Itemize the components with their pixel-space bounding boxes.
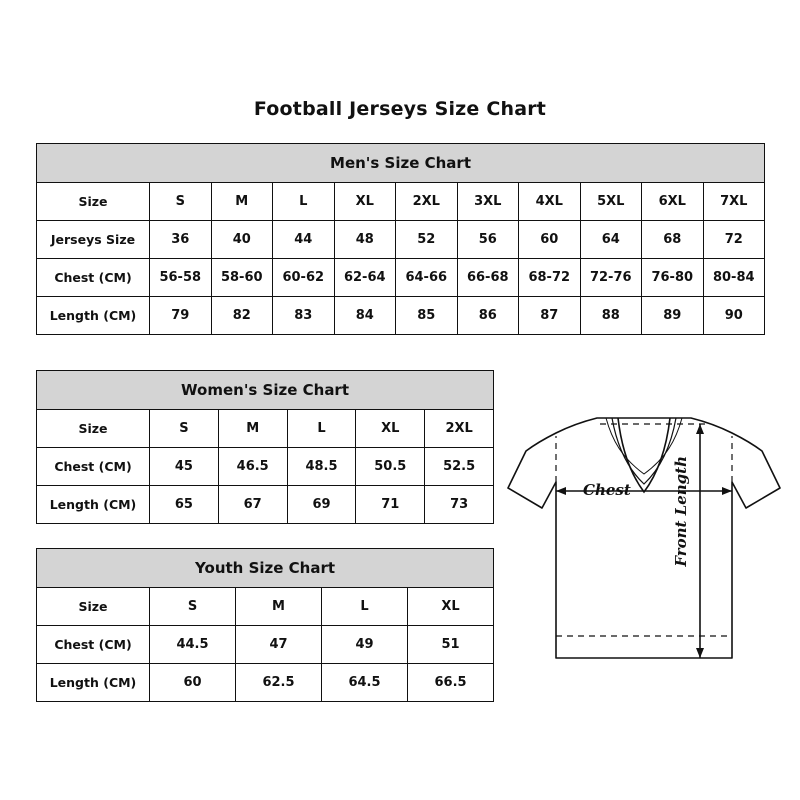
table-cell: 60: [150, 664, 236, 702]
table-header-row: [37, 410, 494, 448]
table-cell: 62-64: [334, 259, 396, 297]
womens-size-chart-table: [36, 370, 494, 524]
tshirt-measurement-diagram: [500, 396, 790, 696]
size-header-cell: M: [236, 588, 322, 626]
table-cell: 79: [150, 297, 212, 335]
table-cell: 73: [425, 486, 494, 524]
size-header-cell: 4XL: [519, 183, 581, 221]
table-cell: 52: [396, 221, 458, 259]
mens-size-chart-table: [36, 143, 765, 335]
table-cell: 84: [334, 297, 396, 335]
column-header-size: Size: [37, 410, 150, 448]
column-header-size: Size: [37, 588, 150, 626]
size-header-cell: 2XL: [425, 410, 494, 448]
table-cell: 44: [273, 221, 335, 259]
table-cell: 64.5: [322, 664, 408, 702]
table-row: [37, 448, 494, 486]
table-cell: 68-72: [519, 259, 581, 297]
table-cell: 40: [211, 221, 273, 259]
row-label: Length (CM): [37, 664, 150, 702]
table-cell: 72-76: [580, 259, 642, 297]
table-cell: 69: [287, 486, 356, 524]
table-cell: 60-62: [273, 259, 335, 297]
table-cell: 48: [334, 221, 396, 259]
size-header-cell: M: [218, 410, 287, 448]
page-title: Football Jerseys Size Chart: [253, 98, 547, 120]
table-cell: 49: [322, 626, 408, 664]
front-length-measurement-label: Front Length: [672, 456, 690, 567]
size-header-cell: S: [150, 183, 212, 221]
mens-table-heading: Men's Size Chart: [37, 144, 765, 183]
table-cell: 36: [150, 221, 212, 259]
table-cell: 56: [457, 221, 519, 259]
size-header-cell: M: [211, 183, 273, 221]
table-cell: 47: [236, 626, 322, 664]
table-cell: 64: [580, 221, 642, 259]
row-label: Chest (CM): [37, 259, 150, 297]
table-cell: 87: [519, 297, 581, 335]
table-cell: 71: [356, 486, 425, 524]
size-header-cell: XL: [356, 410, 425, 448]
table-cell: 52.5: [425, 448, 494, 486]
size-header-cell: 6XL: [642, 183, 704, 221]
size-header-cell: S: [150, 410, 219, 448]
table-cell: 90: [703, 297, 765, 335]
table-header-row: [37, 588, 494, 626]
table-cell: 89: [642, 297, 704, 335]
table-cell: 64-66: [396, 259, 458, 297]
table-cell: 62.5: [236, 664, 322, 702]
table-cell: 66-68: [457, 259, 519, 297]
table-row: [37, 664, 494, 702]
table-cell: 66.5: [408, 664, 494, 702]
womens-table-heading: Women's Size Chart: [37, 371, 494, 410]
row-label: Jerseys Size: [37, 221, 150, 259]
size-header-cell: XL: [408, 588, 494, 626]
table-row: [37, 486, 494, 524]
table-cell: 45: [150, 448, 219, 486]
table-cell: 48.5: [287, 448, 356, 486]
tshirt-outline-icon: [500, 396, 790, 696]
row-label: Length (CM): [37, 297, 150, 335]
table-cell: 80-84: [703, 259, 765, 297]
table-cell: 72: [703, 221, 765, 259]
size-header-cell: 3XL: [457, 183, 519, 221]
size-header-cell: L: [287, 410, 356, 448]
size-header-cell: 7XL: [703, 183, 765, 221]
table-row: [37, 221, 765, 259]
table-cell: 68: [642, 221, 704, 259]
table-cell: 88: [580, 297, 642, 335]
table-cell: 60: [519, 221, 581, 259]
table-cell: 65: [150, 486, 219, 524]
table-cell: 58-60: [211, 259, 273, 297]
size-header-cell: 5XL: [580, 183, 642, 221]
table-cell: 67: [218, 486, 287, 524]
youth-size-chart-table: [36, 548, 494, 702]
size-header-cell: S: [150, 588, 236, 626]
size-header-cell: L: [322, 588, 408, 626]
row-label: Chest (CM): [37, 448, 150, 486]
table-cell: 46.5: [218, 448, 287, 486]
youth-table-heading: Youth Size Chart: [37, 549, 494, 588]
table-cell: 86: [457, 297, 519, 335]
row-label: Length (CM): [37, 486, 150, 524]
table-cell: 82: [211, 297, 273, 335]
table-cell: 76-80: [642, 259, 704, 297]
table-cell: 51: [408, 626, 494, 664]
size-header-cell: XL: [334, 183, 396, 221]
table-row: [37, 626, 494, 664]
chest-measurement-label: Chest: [583, 481, 631, 499]
table-cell: 50.5: [356, 448, 425, 486]
column-header-size: Size: [37, 183, 150, 221]
table-cell: 44.5: [150, 626, 236, 664]
size-header-cell: L: [273, 183, 335, 221]
table-cell: 56-58: [150, 259, 212, 297]
table-cell: 85: [396, 297, 458, 335]
table-cell: 83: [273, 297, 335, 335]
table-row: [37, 297, 765, 335]
table-row: [37, 259, 765, 297]
table-header-row: [37, 183, 765, 221]
size-header-cell: 2XL: [396, 183, 458, 221]
row-label: Chest (CM): [37, 626, 150, 664]
